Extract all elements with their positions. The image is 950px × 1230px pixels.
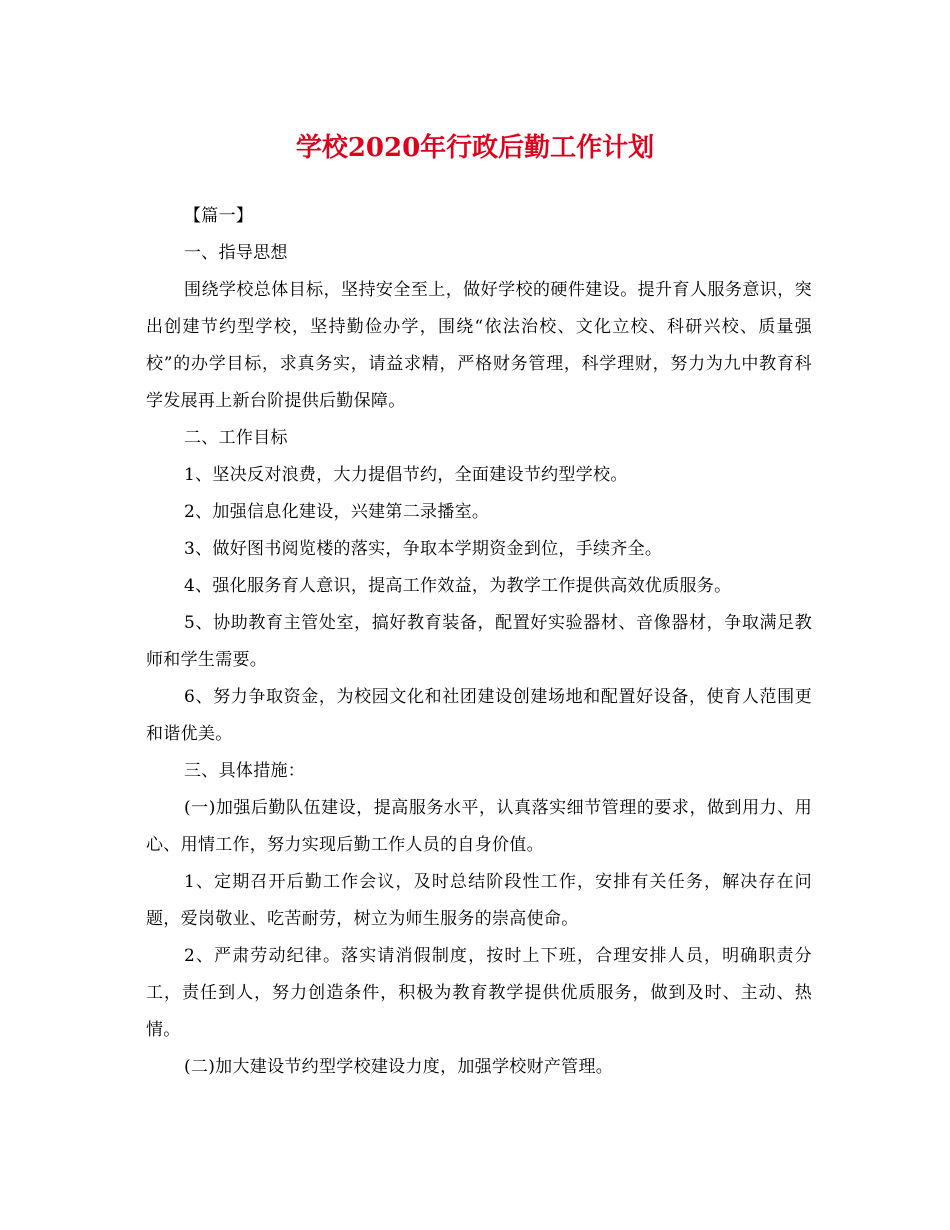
- goal-item-5: 5、协助教育主管处室，搞好教育装备，配置好实验器材、音像器材，争取满足教师和学生需要。: [146, 613, 812, 670]
- goal-item-6: 6、努力争取资金，为校园文化和社团建设创建场地和配置好设备，使育人范围更和谐优美。: [146, 687, 812, 744]
- heading-work-goals: 二、工作目标: [184, 428, 288, 448]
- goal-item-4: 4、强化服务育人意识，提高工作效益，为教学工作提供高效优质服务。: [184, 576, 732, 596]
- goal-item-2: 2、加强信息化建设，兴建第二录播室。: [184, 502, 490, 522]
- goal-item-3: 3、做好图书阅览楼的落实，争取本学期资金到位，手续齐全。: [184, 539, 663, 559]
- heading-specific-measures: 三、具体措施：: [184, 761, 306, 781]
- section-marker: 【篇一】: [184, 206, 254, 226]
- measure-section-2: (二)加大建设节约型学校建设力度，加强学校财产管理。: [184, 1057, 614, 1077]
- document-title: 学校2020年行政后勤工作计划: [295, 133, 655, 163]
- document-body: [146, 198, 812, 1086]
- measure-section-1: (一)加强后勤队伍建设，提高服务水平，认真落实细节管理的要求，做到用力、用心、用情工作，努力实现后勤工作人员的自身价值。: [146, 798, 812, 855]
- paragraph-guiding-ideology: 围绕学校总体目标，坚持安全至上，做好学校的硬件建设。提升育人服务意识，突出创建节约型学校，坚持勤俭办学，围绕“依法治校、文化立校、科研兴校、质量强校”的办学目标，求真务实，请益求精，严格财务管理，科学理财，努力为九中教育科学发展再上新台阶提供后勤保障。: [146, 280, 812, 411]
- measure-item-2: 2、严肃劳动纪律。落实请消假制度，按时上下班，合理安排人员，明确职责分工，责任到人，努力创造条件，积极为教育教学提供优质服务，做到及时、主动、热情。: [146, 946, 812, 1040]
- measure-item-1: 1、定期召开后勤工作会议，及时总结阶段性工作，安排有关任务，解决存在问题，爱岗敬业、吃苦耐劳，树立为师生服务的崇高使命。: [146, 872, 812, 929]
- goal-item-1: 1、坚决反对浪费，大力提倡节约，全面建设节约型学校。: [184, 465, 628, 485]
- heading-guiding-ideology: 一、指导思想: [184, 243, 288, 263]
